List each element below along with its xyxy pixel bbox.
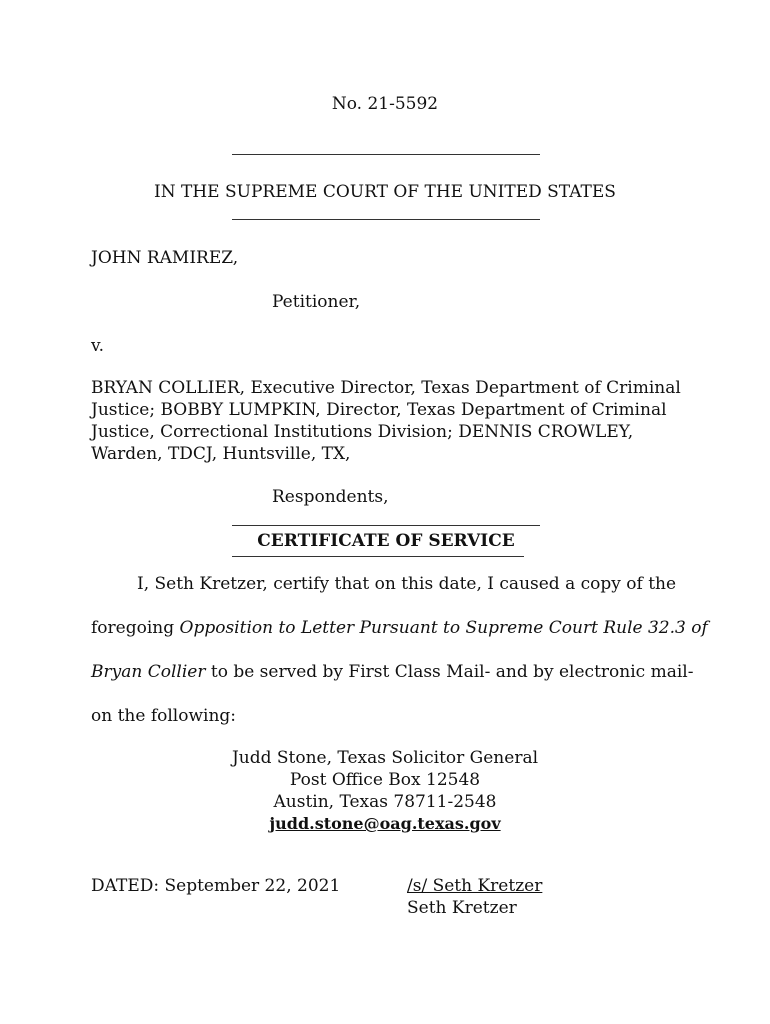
body-line-prefix: foregoing	[91, 618, 180, 638]
recipient-po-box: Post Office Box 12548	[289, 770, 481, 790]
versus: v.	[91, 336, 104, 356]
recipient-name: Judd Stone, Texas Solicitor General	[231, 748, 539, 768]
signer-name: Seth Kretzer	[407, 898, 517, 918]
divider-above-certificate	[232, 525, 540, 526]
dated-line: DATED: September 22, 2021	[91, 876, 341, 896]
respondents-role: Respondents,	[272, 487, 389, 507]
respondents-line: Justice; BOBBY LUMPKIN, Director, Texas Department of Criminal	[91, 400, 667, 420]
respondents-line: Warden, TDCJ, Huntsville, TX,	[91, 444, 351, 464]
body-line	[91, 661, 693, 683]
document-title: Opposition to Letter Pursuant to Supreme Court Rule 32.3 of	[179, 618, 708, 638]
recipient-email-link[interactable]: judd.stone@oag.texas.gov	[269, 814, 501, 833]
respondents-line: BRYAN COLLIER, Executive Director, Texas Department of Criminal	[91, 378, 681, 398]
certificate-underline	[232, 556, 524, 557]
certificate-heading: CERTIFICATE OF SERVICE	[257, 531, 515, 551]
signature: /s/ Seth Kretzer	[407, 876, 543, 896]
recipient-email-row	[0, 813, 770, 835]
body-line: on the following:	[91, 706, 237, 726]
petitioner-name: JOHN RAMIREZ,	[91, 248, 239, 268]
recipient-city: Austin, Texas 78711-2548	[273, 792, 497, 812]
divider-top	[232, 154, 540, 155]
body-line: I, Seth Kretzer, certify that on this date, I caused a copy of the	[137, 574, 677, 594]
petitioner-role: Petitioner,	[272, 292, 361, 312]
court-name: IN THE SUPREME COURT OF THE UNITED STATES	[154, 182, 616, 202]
respondents-line: Justice, Correctional Institutions Division; DENNIS CROWLEY,	[91, 422, 634, 442]
case-number: No. 21-5592	[331, 94, 439, 114]
document-title-cont: Bryan Collier	[91, 662, 206, 682]
body-line-suffix: to be served by First Class Mail- and by electronic mail-	[205, 662, 694, 682]
body-line	[91, 617, 708, 639]
divider-under-court	[232, 219, 540, 220]
